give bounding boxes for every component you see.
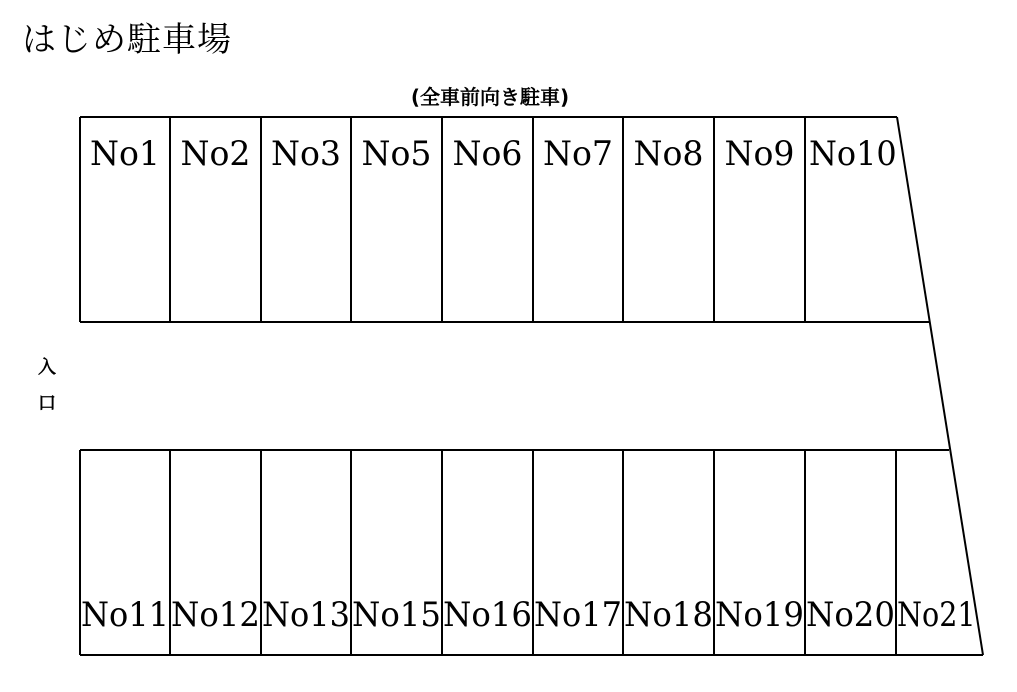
- bottom-slot-label-7: No18: [624, 595, 713, 635]
- bottom-slot-label-6: No17: [534, 595, 622, 635]
- top-slot-label-8: No9: [724, 134, 795, 174]
- top-slot-label-7: No8: [633, 134, 704, 174]
- bottom-slot-label-5: No16: [443, 595, 532, 635]
- top-slot-label-2: No2: [180, 134, 251, 174]
- top-slot-label-1: No1: [90, 134, 160, 174]
- lot-outline: [80, 117, 983, 655]
- bottom-slot-label-10: No21: [897, 595, 976, 635]
- bottom-slot-label-2: No12: [171, 595, 260, 635]
- top-slot-label-6: No7: [543, 134, 613, 174]
- bottom-slot-label-4: No15: [352, 595, 441, 635]
- bottom-slot-label-9: No20: [806, 595, 895, 635]
- bottom-slot-label-8: No19: [715, 595, 804, 635]
- parking-rule-note: (全車前向き駐車): [410, 85, 570, 109]
- top-slot-label-9: No10: [809, 134, 897, 174]
- entrance-label-1: 入: [38, 357, 56, 378]
- entrance-label-2: 口: [38, 393, 56, 414]
- top-slot-label-5: No6: [452, 134, 523, 174]
- right-slanted-edge: [897, 117, 983, 655]
- bottom-slot-label-1: No11: [81, 595, 169, 635]
- top-slot-label-3: No3: [271, 134, 341, 174]
- slot-labels: [81, 134, 976, 635]
- lot-title: はじめ駐車場: [22, 20, 232, 60]
- top-slot-label-4: No5: [361, 134, 432, 174]
- bottom-slot-label-3: No13: [262, 595, 350, 635]
